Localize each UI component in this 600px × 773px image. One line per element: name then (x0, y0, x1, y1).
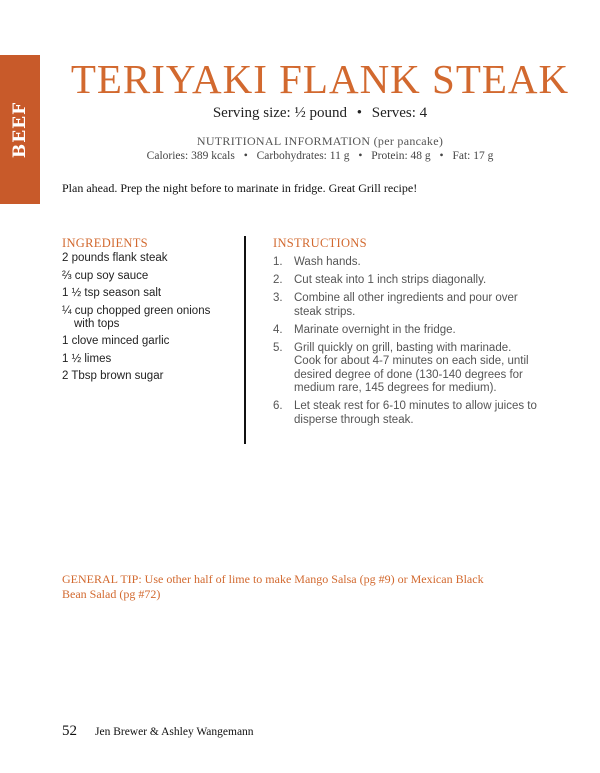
bullet-separator: • (358, 150, 363, 162)
instruction-step (273, 256, 538, 270)
ingredient-item: 1 ½ limes (62, 352, 112, 365)
serves: Serves: 4 (371, 105, 428, 121)
ingredients-list (62, 252, 232, 388)
step-text: Grill quickly on grill, basting with marinade. Cook for about 4-7 minutes on each side, until desired degree of done (130-140 degrees for medium rare, 145 degrees for medium). (294, 341, 529, 394)
instruction-step (273, 342, 538, 396)
page-footer (62, 722, 254, 740)
step-number: 1. (273, 256, 283, 268)
bullet-separator: • (439, 150, 444, 162)
bullet-separator: • (356, 105, 362, 121)
step-number: 2. (273, 274, 283, 286)
nutrition-heading: NUTRITIONAL INFORMATION (per pancake) (196, 134, 444, 148)
ingredient-item: 1 ½ tsp season salt (62, 287, 162, 299)
page-number: 52 (62, 723, 77, 739)
step-text: Marinate overnight in the fridge. (294, 323, 456, 336)
step-text: Combine all other ingredients and pour over steak strips. (294, 292, 518, 318)
instruction-step (273, 274, 538, 288)
bullet-separator: • (243, 150, 248, 162)
instruction-step (273, 292, 538, 319)
step-text: Let steak rest for 6-10 minutes to allow juices to disperse through steak. (294, 400, 537, 426)
intro-note: Plan ahead. Prep the night before to marinate in fridge. Great Grill recipe! (62, 181, 418, 195)
authors: Jen Brewer & Ashley Wangemann (95, 726, 254, 738)
ingredient-item: 2 pounds flank steak (62, 252, 168, 264)
instructions-list (273, 256, 538, 432)
serving-size: Serving size: ½ pound (212, 105, 347, 121)
general-tip: GENERAL TIP: Use other half of lime to make Mango Salsa (pg #9) or Mexican Black Bean Salad (pg #72) (62, 572, 484, 601)
ingredients-heading: INGREDIENTS (62, 236, 148, 250)
nutrition-calories: Calories: 389 kcals (146, 150, 235, 162)
step-text: Cut steak into 1 inch strips diagonally. (294, 274, 487, 286)
instruction-step (273, 324, 538, 338)
serving-line (40, 105, 600, 122)
ingredient-item: ¼ cup chopped green onions with tops (62, 304, 211, 330)
nutrition-protein: Protein: 48 g (371, 150, 431, 162)
step-text: Wash hands. (294, 256, 361, 268)
ingredient-item: 1 clove minced garlic (62, 335, 170, 347)
nutrition-fat: Fat: 17 g (452, 150, 494, 162)
ingredient-item: 2 Tbsp brown sugar (62, 370, 164, 382)
step-number: 5. (273, 341, 283, 354)
nutrition-carbohydrates: Carbohydrates: 11 g (256, 150, 350, 162)
step-number: 3. (273, 292, 283, 304)
ingredient-item: ⅔ cup soy sauce (62, 269, 149, 282)
nutrition-values (40, 150, 600, 162)
column-divider (244, 236, 246, 444)
step-number: 4. (273, 323, 283, 336)
step-number: 6. (273, 400, 283, 412)
instruction-step (273, 400, 538, 427)
instructions-heading: INSTRUCTIONS (273, 236, 367, 250)
section-tab-label: BEEF (10, 101, 30, 159)
recipe-title: TERIYAKI FLANK STEAK (70, 56, 570, 102)
